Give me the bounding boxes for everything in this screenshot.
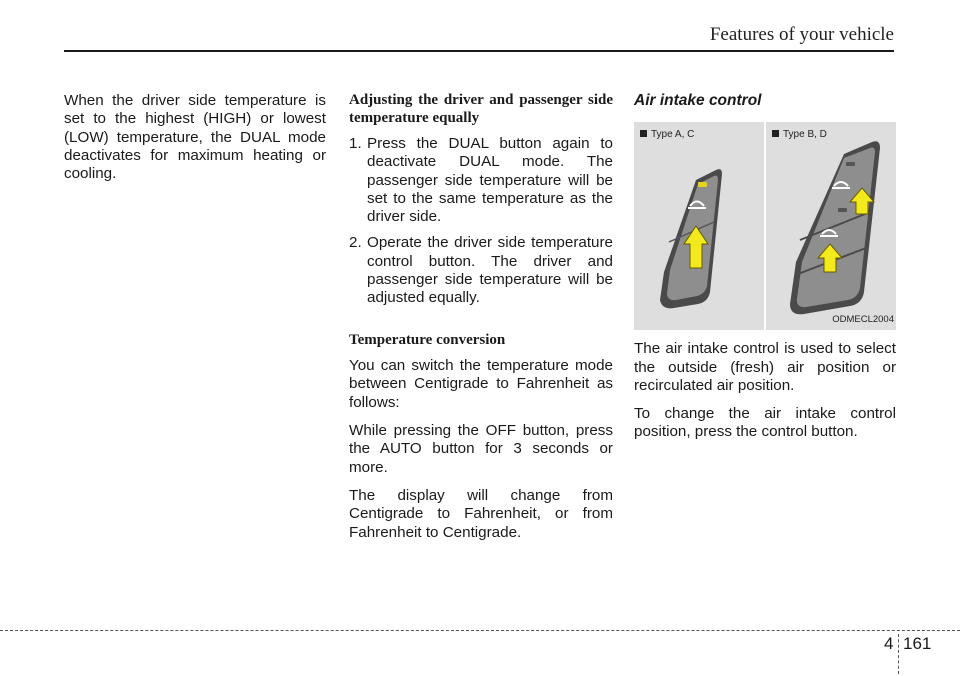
figure-code: ODMECL2004	[832, 314, 894, 325]
type-label-right: Type B, D	[772, 126, 827, 144]
running-header: Features of your vehicle	[709, 24, 894, 45]
page-number: 161	[903, 634, 932, 653]
air-intake-figure	[634, 122, 896, 330]
conversion-heading: Temperature conversion	[349, 331, 506, 348]
footer-rule	[0, 630, 960, 631]
column-2	[349, 92, 613, 552]
air-intake-paragraph: To change the air intake control position, press the control button.	[634, 405, 896, 441]
list-item	[349, 135, 613, 226]
steps-list	[349, 135, 613, 308]
adjust-heading: Adjusting the driver and passenger side temperature equally	[349, 92, 613, 126]
step-text: Operate the driver side temperature control button. The driver and passenger side temperature will be adjusted equally.	[367, 234, 613, 307]
step-text: Press the DUAL button again to deactivate DUAL mode. The passenger side temperature will be set to the same temperature as the driver side.	[367, 135, 613, 226]
air-intake-button-type-a	[660, 169, 722, 308]
conversion-paragraph: While pressing the OFF button, press the AUTO button for 3 seconds or more.	[349, 422, 613, 476]
list-item	[349, 234, 613, 307]
chapter-number: 4	[884, 634, 894, 653]
indicator-light-icon	[838, 208, 847, 212]
air-intake-heading: Air intake control	[634, 92, 762, 109]
dual-mode-paragraph: When the driver side temperature is set to the highest (HIGH) or lowest (LOW) temperature, the DUAL mode deactivates for maximum heating or cooling.	[64, 92, 326, 183]
step-number: 2.	[349, 234, 362, 252]
air-intake-button-type-b	[790, 142, 880, 315]
column-1	[64, 92, 326, 193]
air-intake-paragraph: The air intake control is used to select the outside (fresh) air position or recirculated air position.	[634, 340, 896, 394]
air-intake-illustration	[634, 122, 896, 330]
step-number: 1.	[349, 135, 362, 152]
indicator-light-icon	[846, 162, 855, 166]
column-3	[634, 92, 896, 452]
type-label-left: Type A, C	[640, 126, 694, 144]
header-rule	[64, 50, 894, 52]
conversion-paragraph: The display will change from Centigrade to Fahrenheit, or from Fahrenheit to Centigrade.	[349, 486, 613, 541]
page-separator	[898, 634, 899, 674]
conversion-paragraph: You can switch the temperature mode between Centigrade to Fahrenheit as follows:	[349, 357, 613, 411]
indicator-light-icon	[698, 182, 707, 187]
